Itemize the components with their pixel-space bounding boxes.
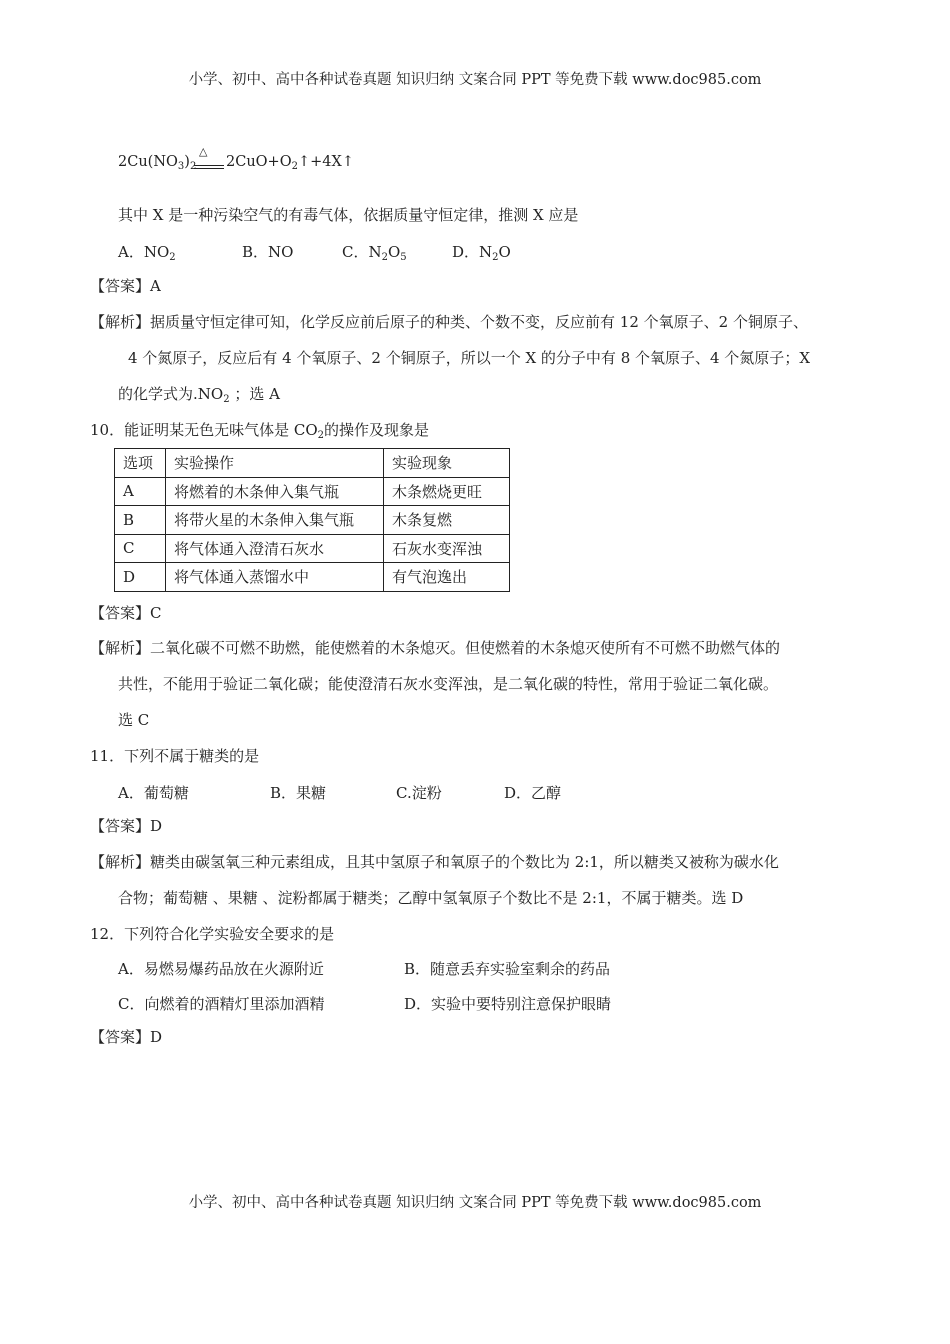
table-cell: 有气泡逸出 bbox=[384, 563, 510, 592]
heating-condition-icon: △ bbox=[199, 145, 208, 158]
q10-analysis-line2: 共性，不能用于验证二氧化碳；能使澄清石灰水变浑浊，是二氧化碳的特性，常用于验证二氧化碳。 bbox=[118, 675, 779, 693]
eq-reactant-sub: 3 bbox=[177, 161, 185, 172]
q9-answer: 【答案】A bbox=[90, 277, 161, 295]
eq-reactant-close: ) bbox=[184, 154, 190, 170]
q9-option-c: C．$N_2O_5$ bbox=[342, 243, 407, 263]
q9-option-d: D．$N_2O$ bbox=[452, 243, 511, 263]
page-footer: 小学、初中、高中各种试卷真题 知识归纳 文案合同 PPT 等免费下载 www.doc985.com bbox=[188, 1195, 762, 1211]
table-cell: 将燃着的木条伸入集气瓶 bbox=[166, 477, 384, 506]
q9-option-a: A．$NO_2$ bbox=[118, 243, 176, 263]
q11-analysis-line1: 【解析】糖类由碳氢氧三种元素组成，且其中氢原子和氧原子的个数比为 2:1，所以糖类又被称为碳水化 bbox=[90, 853, 779, 871]
eq-reactant: 2Cu(NO bbox=[118, 154, 178, 170]
table-cell: 木条燃烧更旺 bbox=[384, 477, 510, 506]
q12-option-b: B．随意丢弃实验室剩余的药品 bbox=[404, 960, 611, 978]
q11-option-c: C.淀粉 bbox=[396, 784, 442, 802]
q11-option-b: B．果糖 bbox=[270, 784, 327, 802]
page-header: 小学、初中、高中各种试卷真题 知识归纳 文案合同 PPT 等免费下载 www.doc985.com bbox=[188, 72, 762, 88]
q10-analysis-line1: 【解析】二氧化碳不可燃不助燃，能使燃着的木条熄灭。但使燃着的木条熄灭使所有不可燃不助燃气体的 bbox=[90, 639, 781, 657]
table-header-row bbox=[115, 449, 510, 478]
table-cell: A bbox=[115, 477, 166, 506]
eq-products: 2CuO+O bbox=[226, 154, 292, 170]
q12-option-d: D．实验中要特别注意保护眼睛 bbox=[404, 995, 612, 1013]
q9-option-b: B．NO bbox=[242, 243, 294, 261]
table-cell: 将气体通入蒸馏水中 bbox=[166, 563, 384, 592]
q9-analysis-line1: 【解析】据质量守恒定律可知，化学反应前后原子的种类、个数不变，反应前有 12 个氧原子、2 个铜原子、 bbox=[90, 313, 808, 331]
q10-answer: 【答案】C bbox=[90, 604, 162, 622]
q11-option-d: D．乙醇 bbox=[504, 784, 562, 802]
q11-option-a: A．葡萄糖 bbox=[118, 784, 189, 802]
equation-double-bar-top bbox=[194, 165, 224, 166]
table-cell: D bbox=[115, 563, 166, 592]
table-cell: 石灰水变浑浊 bbox=[384, 534, 510, 563]
q12-answer: 【答案】D bbox=[90, 1028, 163, 1046]
q11-analysis-line2: 合物；葡萄糖 、果糖 、淀粉都属于糖类；乙醇中氢氧原子个数比不是 2:1，不属于糖类。选 D bbox=[118, 889, 744, 907]
q10-analysis-line3: 选 C bbox=[118, 711, 150, 729]
table-cell: 将气体通入澄清石灰水 bbox=[166, 534, 384, 563]
eq-products-sub: 2 bbox=[291, 161, 298, 172]
q10-options-table bbox=[114, 448, 510, 592]
q9-analysis-line3: 的化学式为$.NO_2$ ；选 A bbox=[118, 385, 280, 405]
table-row bbox=[115, 563, 510, 592]
table-cell: 将带火星的木条伸入集气瓶 bbox=[166, 506, 384, 535]
eq-products-tail: ↑+4X↑ bbox=[297, 154, 354, 170]
q9-analysis-line2: 4 个氮原子，反应后有 4 个氧原子、2 个铜原子，所以一个 X 的分子中有 8 个氧原子、4 个氮原子；X bbox=[128, 349, 810, 367]
q11-stem: 11．下列不属于糖类的是 bbox=[90, 747, 260, 765]
table-header-cell: 实验现象 bbox=[384, 449, 510, 478]
q9-stem: 其中 X 是一种污染空气的有毒气体，依据质量守恒定律，推测 X 应是 bbox=[118, 206, 579, 224]
table-cell: C bbox=[115, 534, 166, 563]
equation-double-bar-bottom bbox=[194, 168, 224, 169]
q12-option-a: A．易燃易爆药品放在火源附近 bbox=[118, 960, 324, 978]
eq-reactant-sub2: 2 bbox=[189, 161, 197, 172]
table-row bbox=[115, 506, 510, 535]
q12-stem: 12．下列符合化学实验安全要求的是 bbox=[90, 925, 335, 943]
table-header-cell: 选项 bbox=[115, 449, 166, 478]
table-header-cell: 实验操作 bbox=[166, 449, 384, 478]
table-cell: B bbox=[115, 506, 166, 535]
q12-option-c: C．向燃着的酒精灯里添加酒精 bbox=[118, 995, 325, 1013]
q10-stem: 10．能证明某无色无味气体是 $CO_2$的操作及现象是 bbox=[90, 421, 430, 441]
q11-answer: 【答案】D bbox=[90, 817, 163, 835]
table-row bbox=[115, 477, 510, 506]
table-row bbox=[115, 534, 510, 563]
table-cell: 木条复燃 bbox=[384, 506, 510, 535]
